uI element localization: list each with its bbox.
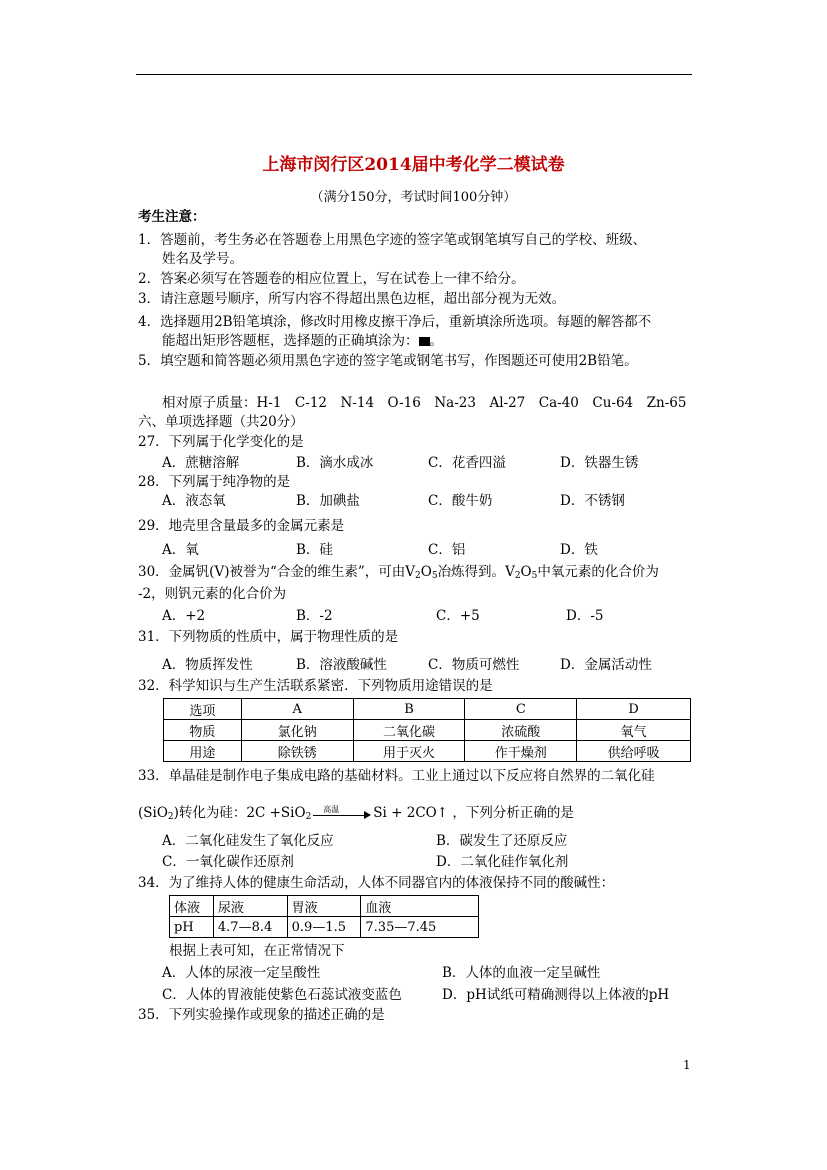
- q30-option-b: B．-2: [296, 608, 333, 624]
- notice-item-3: 3．请注意题号顺序，所写内容不得超出黑色边框，超出部分视为无效。: [138, 291, 566, 307]
- table-cell: 4.7—8.4: [213, 917, 287, 938]
- q29-option-c: C．铝: [428, 542, 466, 558]
- q33-part-c: Si + 2CO↑ ，下列分析正确的是: [373, 805, 574, 821]
- atomic-mass: 相对原子质量：H-1 C-12 N-14 O-16 Na-23 Al-27 Ca-40 Cu-64 Zn-65: [162, 395, 687, 411]
- table-cell: 除铁锈: [241, 741, 353, 762]
- q33-option-a: A．二氧化硅发生了氧化反应: [162, 833, 334, 849]
- table-row: [164, 741, 691, 762]
- page-number: 1: [683, 1058, 691, 1072]
- section-title: 六、单项选择题（共20分）: [138, 414, 304, 430]
- q30-stem: [138, 563, 659, 585]
- table-cell: D: [577, 699, 691, 720]
- table-cell: 供给呼吸: [577, 741, 691, 762]
- q33-part-b: )转化为硅：2C +SiO: [173, 805, 306, 821]
- q28-stem: 28．下列属于纯净物的是: [138, 474, 291, 490]
- notice-item-1: 1．答题前，考生务必在答题卷上用黑色字迹的签字笔或钢笔填写自己的学校、班级、: [138, 232, 647, 248]
- table-cell: 物质: [164, 720, 242, 741]
- q33-sub-2-b: 2: [305, 812, 312, 822]
- q31-option-d: D．金属活动性: [560, 657, 652, 673]
- q30-sub-2: 2: [415, 571, 421, 581]
- table-cell: 0.9—1.5: [287, 917, 361, 938]
- reaction-arrow-icon: [313, 804, 371, 819]
- table-cell: 用途: [164, 741, 242, 762]
- reaction-condition: 高温: [323, 804, 340, 814]
- q34-stem: 34．为了维持人体的健康生命活动，人体不同器官内的体液保持不同的酸碱性：: [138, 875, 615, 891]
- q27-option-c: C．花香四溢: [428, 455, 506, 471]
- q30-formula-o-2: O: [520, 564, 532, 580]
- q29-option-a: A．氧: [162, 542, 199, 558]
- q31-option-a: A．物质挥发性: [162, 657, 253, 673]
- notice-item-4-end: 。: [429, 333, 443, 349]
- q30-sub-5: 5: [431, 571, 438, 581]
- q31-stem: 31．下列物质的性质中，属于物理性质的是: [138, 629, 399, 645]
- table-row: [164, 720, 691, 741]
- q30-stem-part-b: 冶炼得到。: [437, 564, 506, 580]
- q33-option-c: C．一氧化碳作还原剂: [162, 854, 294, 870]
- q30-option-c: C．+5: [436, 608, 480, 624]
- q30-sub-2-b: 2: [514, 571, 521, 581]
- q30-stem-part-c: 中氧元素的化合价为: [537, 564, 659, 580]
- notice-item-4-cont: [162, 332, 443, 350]
- table-cell: 血液: [361, 896, 479, 917]
- q33-option-b: B．碳发生了还原反应: [436, 833, 568, 849]
- notice-item-4: 4．选择题用2B铅笔填涂，修改时用橡皮擦干净后，重新填涂所选项。每题的解答都不: [138, 314, 652, 330]
- q30-stem-line2: -2，则钒元素的化合价为: [138, 586, 287, 602]
- table-row: [170, 917, 479, 938]
- q31-option-c: C．物质可燃性: [428, 657, 520, 673]
- q29-option-b: B．硅: [296, 542, 333, 558]
- table-cell: 浓硫酸: [465, 720, 577, 741]
- q28-option-a: A．液态氧: [162, 493, 226, 509]
- q30-sub-5-b: 5: [531, 571, 538, 581]
- notice-item-5: 5．填空题和简答题必须用黑色字迹的签字笔或钢笔书写，作图题还可使用2B铅笔。: [138, 353, 638, 369]
- q34-option-d: D．pH试纸可精确测得以上体液的pH: [442, 987, 670, 1003]
- table-cell: 氯化钠: [241, 720, 353, 741]
- q34-option-b: B．人体的血液一定呈碱性: [442, 965, 601, 981]
- q34-note: 根据上表可知，在正常情况下: [169, 943, 345, 959]
- q30-option-d: D．-5: [566, 608, 604, 624]
- q33-stem: 33．单晶硅是制作电子集成电路的基础材料。工业上通过以下反应将自然界的二氧化硅: [138, 768, 655, 784]
- filled-box-icon: [419, 337, 430, 346]
- table-cell: 尿液: [213, 896, 287, 917]
- page-subtitle: （满分150分，考试时间100分钟）: [310, 190, 517, 205]
- q32-table: [163, 698, 691, 762]
- header-rule: [136, 74, 692, 75]
- q28-option-d: D．不锈钢: [560, 493, 625, 509]
- table-cell: 用于灭火: [353, 741, 465, 762]
- q35-stem: 35．下列实验操作或现象的描述正确的是: [138, 1007, 385, 1023]
- q27-stem: 27．下列属于化学变化的是: [138, 434, 304, 450]
- q30-option-a: A．+2: [162, 608, 206, 624]
- table-row: [164, 699, 691, 720]
- q27-option-a: A．蔗糖溶解: [162, 455, 240, 471]
- table-cell: 体液: [170, 896, 214, 917]
- table-cell: 7.35—7.45: [361, 917, 479, 938]
- q33-option-d: D．二氧化硅作氧化剂: [436, 854, 569, 870]
- q30-formula-o: O: [420, 564, 432, 580]
- q30-formula-v: V: [405, 564, 416, 580]
- q30-formula-v-2: V: [505, 564, 515, 580]
- q32-stem: 32．科学知识与生产生活联系紧密．下列物质用途错误的是: [138, 678, 493, 694]
- q31-option-b: B．溶液酸碱性: [296, 657, 387, 673]
- q28-option-c: C．酸牛奶: [428, 493, 493, 509]
- notice-item-1-cont: 姓名及学号。: [162, 251, 243, 267]
- q28-option-b: B．加碘盐: [296, 493, 360, 509]
- table-cell: B: [353, 699, 465, 720]
- q34-option-c: C．人体的胃液能使紫色石蕊试液变蓝色: [162, 987, 402, 1003]
- table-cell: 选项: [164, 699, 242, 720]
- notice-item-4-text: 能超出矩形答题框，选择题的正确填涂为：: [162, 333, 419, 349]
- q33-part-a: (SiO: [138, 805, 168, 821]
- q29-stem: 29．地壳里含量最多的金属元素是: [138, 518, 345, 534]
- table-cell: C: [465, 699, 577, 720]
- q33-sub-2: 2: [167, 812, 174, 822]
- notice-item-2: 2．答案必须写在答题卷的相应位置上，写在试卷上一律不给分。: [138, 271, 525, 287]
- table-cell: pH: [170, 917, 214, 938]
- table-cell: 二氧化碳: [353, 720, 465, 741]
- q30-stem-part-a: 30．金属钒(V)被誉为“合金的维生素”，可由: [138, 564, 406, 580]
- table-cell: 胃液: [287, 896, 361, 917]
- table-row: [170, 896, 479, 917]
- table-cell: A: [241, 699, 353, 720]
- q34-table: [169, 895, 479, 938]
- q33-equation-line: [138, 804, 574, 826]
- page-title: 上海市闵行区2014届中考化学二模试卷: [262, 155, 565, 175]
- q34-option-a: A．人体的尿液一定呈酸性: [162, 965, 321, 981]
- table-cell: 氧气: [577, 720, 691, 741]
- q27-option-b: B．滴水成冰: [296, 455, 374, 471]
- table-cell: 作干燥剂: [465, 741, 577, 762]
- q27-option-d: D．铁器生锈: [560, 455, 639, 471]
- notice-heading: 考生注意：: [138, 209, 206, 225]
- q29-option-d: D．铁: [560, 542, 598, 558]
